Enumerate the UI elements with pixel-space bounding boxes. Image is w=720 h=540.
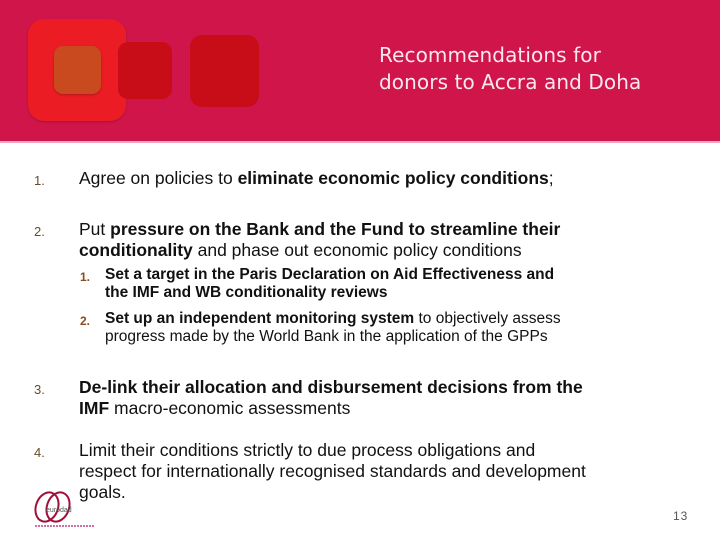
item-number: 2. — [34, 224, 45, 239]
text-run: macro-economic assessments — [109, 398, 351, 418]
text-run: ; — [548, 168, 554, 188]
text-run: to objectively assess — [414, 310, 561, 327]
sub-item-text — [105, 266, 665, 302]
page-number: 13 — [673, 509, 689, 523]
sub-item-text — [105, 310, 665, 346]
text-line: Limit their conditions strictly to due process obligations and — [79, 440, 536, 460]
text-line: goals. — [79, 482, 126, 502]
logo-tagline — [35, 525, 95, 527]
item-number: 4. — [34, 445, 45, 460]
text-run: progress made by the World Bank in the application of the GPPs — [105, 328, 548, 345]
title-line-2: donors to Accra and Doha — [379, 70, 642, 94]
slide-title — [379, 42, 641, 96]
logo-text: eurodad — [46, 507, 72, 514]
text-run: Put — [79, 219, 111, 239]
item-text — [79, 377, 699, 419]
decorative-square-small — [118, 42, 172, 99]
text-run-bold: Set a target in the Paris Declaration on Aid Effectiveness and — [105, 266, 555, 283]
text-run-bold: eliminate economic policy conditions — [237, 168, 549, 188]
title-line-1: Recommendations for — [379, 43, 601, 67]
text-run: Agree on policies to — [79, 168, 238, 188]
text-run-bold: De-link their allocation and disbursement decisions from the — [79, 377, 583, 397]
sub-item-number: 1. — [80, 270, 91, 284]
text-run-bold: conditionality — [79, 240, 193, 260]
item-number: 3. — [34, 382, 45, 397]
sub-item-number: 2. — [80, 314, 91, 328]
item-text — [79, 440, 699, 503]
decorative-square-inner — [54, 46, 101, 94]
item-text — [79, 219, 699, 261]
eurodad-logo-icon — [30, 488, 76, 524]
item-text — [79, 168, 699, 189]
text-run-bold: Set up an independent monitoring system — [105, 310, 415, 327]
text-run-bold: pressure on the Bank and the Fund to streamline their — [110, 219, 561, 239]
text-line: respect for internationally recognised standards and development — [79, 461, 586, 481]
decorative-square-medium — [190, 35, 259, 107]
item-number: 1. — [34, 173, 45, 188]
text-run-bold: IMF — [79, 398, 110, 418]
text-run-bold: the IMF and WB conditionality reviews — [105, 284, 388, 301]
slide-header — [0, 0, 720, 143]
text-run: and phase out economic policy conditions — [192, 240, 522, 260]
